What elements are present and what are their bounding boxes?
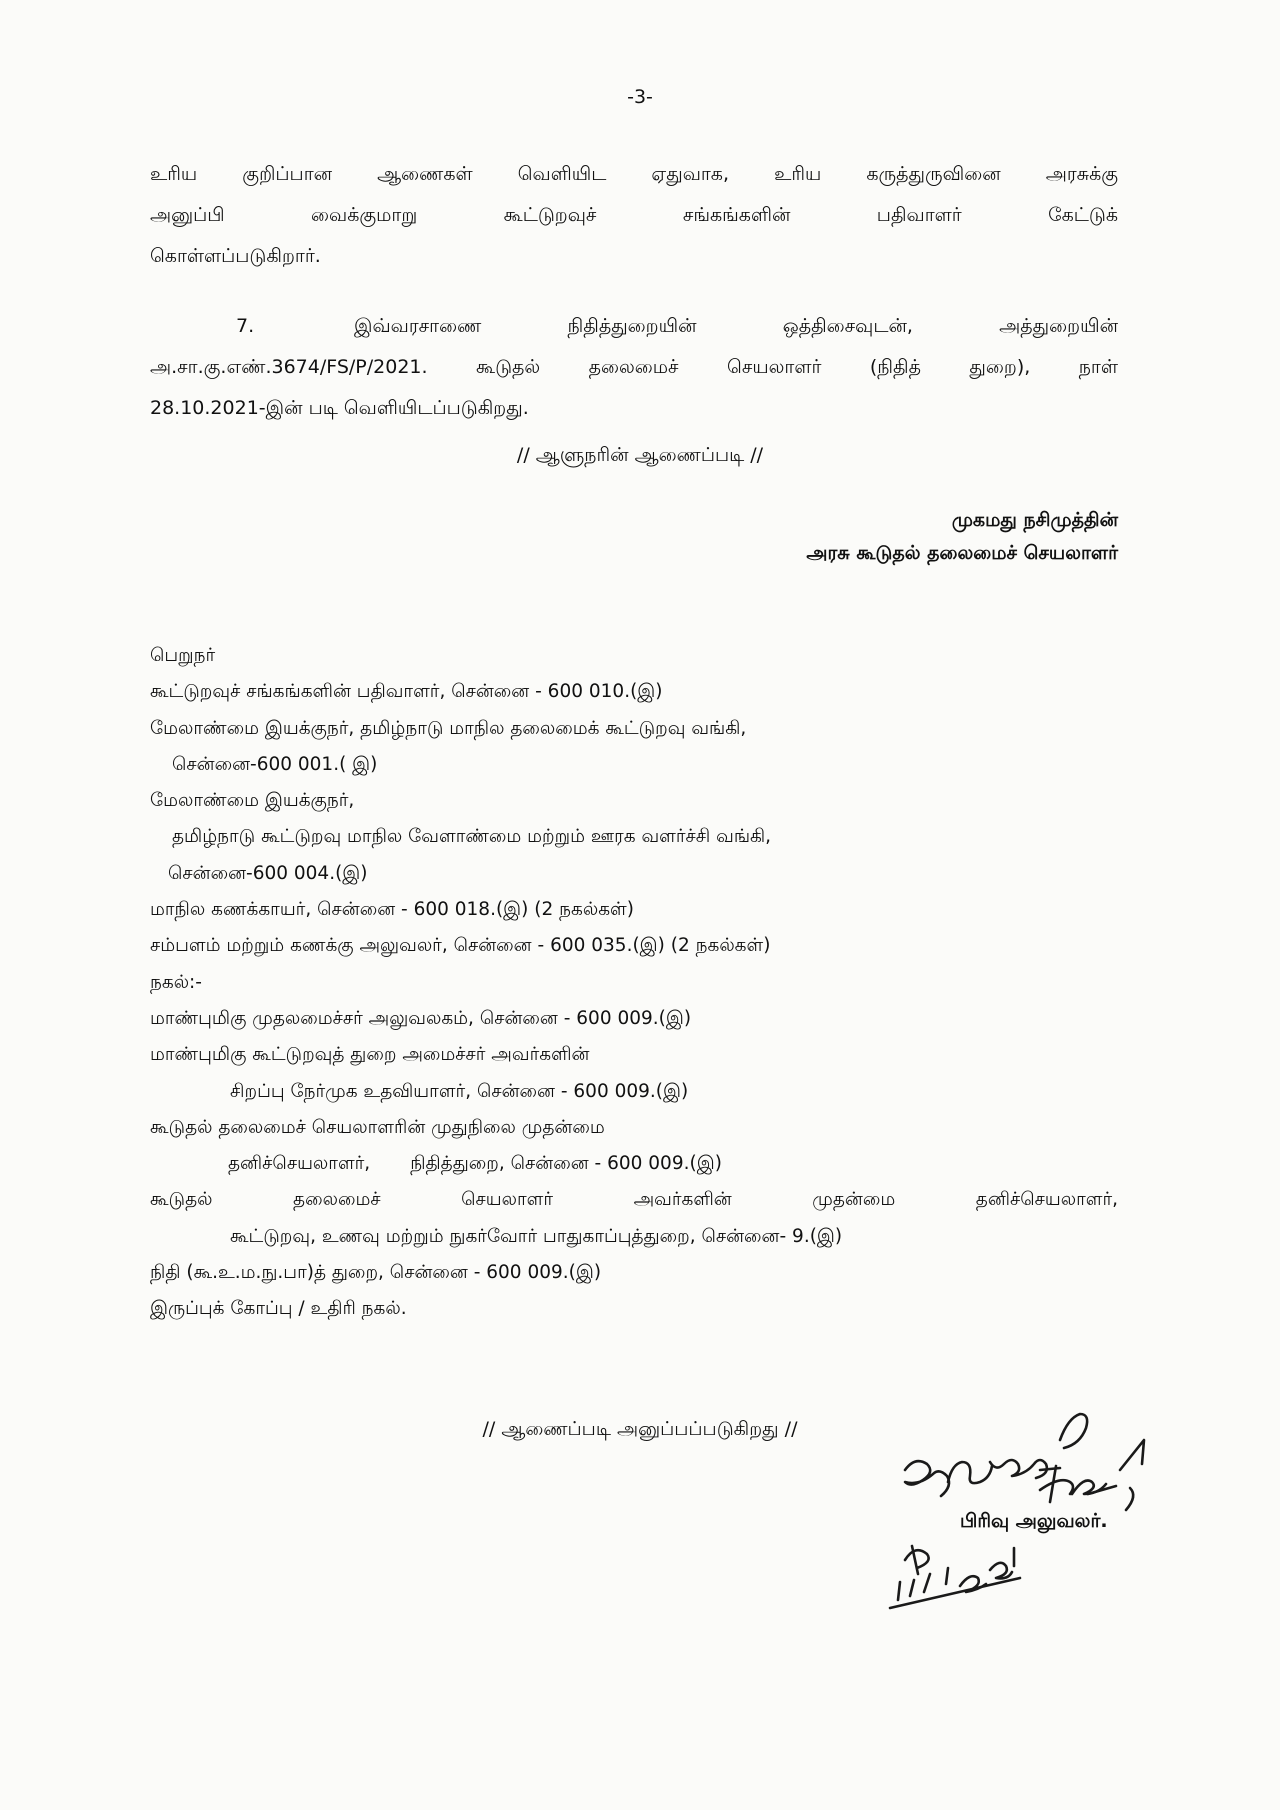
forwarded-line: // ஆணைப்படி அனுப்பப்படுகிறது // bbox=[482, 1418, 798, 1440]
recipient-item: கூட்டுறவுச் சங்கங்களின் பதிவாளர், சென்னை - 600 010.(இ) bbox=[150, 681, 663, 703]
paragraph-line: அ.சா.கு.எண்.3674/FS/P/2021. கூடுதல் தலைமைச் செயலாளர் (நிதித் துறை), நாள் bbox=[150, 356, 1118, 378]
copy-item: கூட்டுறவு, உணவு மற்றும் நுகர்வோர் பாதுகாப்புத்துறை, சென்னை- 9.(இ) bbox=[230, 1225, 843, 1247]
page-number: -3- bbox=[627, 86, 653, 108]
signatory-designation: அரசு கூடுதல் தலைமைச் செயலாளர் bbox=[806, 542, 1118, 564]
copy-item: கூடுதல் தலைமைச் செயலாளரின் முதுநிலை முதன்மை bbox=[150, 1116, 605, 1138]
paragraph-number: 7. bbox=[236, 315, 255, 337]
paragraph-line: இவ்வரசாணை நிதித்துறையின் ஒத்திசைவுடன், அத்துறையின் bbox=[354, 315, 1118, 337]
recipient-item: சம்பளம் மற்றும் கணக்கு அலுவலர், சென்னை - 600 035.(இ) (2 நகல்கள்) bbox=[150, 935, 771, 957]
copy-item: இருப்புக் கோப்பு / உதிரி நகல். bbox=[150, 1298, 407, 1320]
signatory-name: முகமது நசிமுத்தின் bbox=[951, 509, 1118, 531]
recipient-item: சென்னை-600 001.( இ) bbox=[172, 753, 378, 775]
paragraph-line: கொள்ளப்படுகிறார். bbox=[150, 245, 321, 267]
section-officer: பிரிவு அலுவலர். bbox=[960, 1510, 1108, 1532]
recipient-item: மேலாண்மை இயக்குநர், bbox=[150, 790, 355, 812]
copy-item-part: தனிச்செயலாளர், bbox=[228, 1153, 371, 1175]
recipients-heading: பெறுநர் bbox=[150, 645, 216, 666]
copy-item: மாண்புமிகு கூட்டுறவுத் துறை அமைச்சர் அவர்களின் bbox=[150, 1044, 590, 1066]
copy-item: மாண்புமிகு முதலமைச்சர் அலுவலகம், சென்னை - 600 009.(இ) bbox=[150, 1007, 692, 1029]
recipient-item: சென்னை-600 004.(இ) bbox=[168, 862, 368, 884]
paragraph-line: 28.10.2021-இன் படி வெளியிடப்படுகிறது. bbox=[150, 397, 529, 419]
copy-item: கூடுதல் தலைமைச் செயலாளர் அவர்களின் முதன்மை தனிச்செயலாளர், bbox=[150, 1189, 1118, 1211]
copy-item-part: நிதித்துறை, சென்னை - 600 009.(இ) bbox=[410, 1153, 722, 1175]
paragraph-line: அனுப்பி வைக்குமாறு கூட்டுறவுச் சங்கங்களின் பதிவாளர் கேட்டுக் bbox=[150, 204, 1118, 226]
copy-item: நிதி (கூ.உ.ம.நு.பா)த் துறை, சென்னை - 600 009.(இ) bbox=[150, 1262, 602, 1284]
by-order-line: // ஆளுநரின் ஆணைப்படி // bbox=[516, 444, 764, 466]
paragraph-line: உரிய குறிப்பான ஆணைகள் வெளியிட ஏதுவாக, உரிய கருத்துருவினை அரசுக்கு bbox=[150, 163, 1118, 185]
copy-item: சிறப்பு நேர்முக உதவியாளர், சென்னை - 600 009.(இ) bbox=[230, 1080, 689, 1102]
copies-heading: நகல்:- bbox=[150, 971, 202, 993]
recipient-item: தமிழ்நாடு கூட்டுறவு மாநில வேளாண்மை மற்றும் ஊரக வளர்ச்சி வங்கி, bbox=[172, 826, 772, 848]
recipient-item: மாநில கணக்காயர், சென்னை - 600 018.(இ) (2 நகல்கள்) bbox=[150, 899, 634, 921]
recipient-item: மேலாண்மை இயக்குநர், தமிழ்நாடு மாநில தலைமைக் கூட்டுறவு வங்கி, bbox=[150, 717, 747, 739]
